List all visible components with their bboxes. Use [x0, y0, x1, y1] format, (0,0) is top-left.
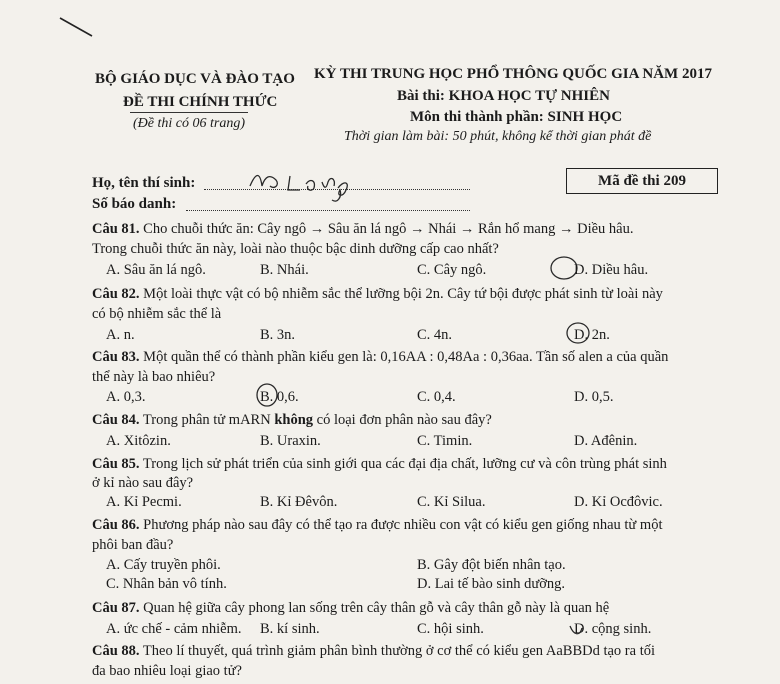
q82-option-a: A. n. — [106, 327, 135, 343]
question-84-text-bold: không — [274, 412, 314, 428]
question-87-text1: Quan hệ giữa cây phong lan sống trên cây thân gỗ và cây thân gỗ này là quan hệ — [143, 600, 610, 616]
q84-option-a: A. Xitôzin. — [106, 433, 171, 449]
time-note: Thời gian làm bài: 50 phút, không kể thời gian phát đề — [344, 129, 652, 144]
question-84-text-post: có loại đơn phân nào sau đây? — [313, 412, 492, 428]
q85-option-c: C. Kỉ Silua. — [417, 494, 486, 510]
question-81-text1: Cho chuỗi thức ăn: Cây ngô → Sâu ăn lá ngô → Nhái → Rắn hổ mang → Diều hâu. — [143, 221, 634, 237]
q87-option-b: B. kí sinh. — [260, 621, 320, 637]
q87-option-d: D. cộng sinh. — [574, 621, 652, 637]
question-86-number: Câu 86. — [92, 517, 140, 533]
q81-option-c: C. Cây ngô. — [417, 262, 487, 278]
name-dotted-line — [204, 179, 470, 190]
q81-option-d: D. Diều hâu. — [574, 262, 649, 278]
question-85-number: Câu 85. — [92, 456, 140, 472]
official-label: ĐỀ THI CHÍNH THỨC — [123, 94, 278, 110]
q87-option-c: C. hội sinh. — [417, 621, 484, 637]
exam-code-box: Mã đề thi 209 — [566, 168, 718, 194]
question-81-line2: Trong chuỗi thức ăn này, loài nào thuộc bậc dinh dưỡng cấp cao nhất? — [92, 241, 499, 257]
question-82-number: Câu 82. — [92, 286, 140, 302]
q84-option-b: B. Uraxin. — [260, 433, 321, 449]
question-81-number: Câu 81. — [92, 221, 140, 237]
q87-option-a: A. ức chế - cảm nhiễm. — [106, 621, 242, 637]
question-83-line1 — [92, 349, 668, 366]
q86-option-b: B. Gây đột biến nhân tạo. — [417, 557, 566, 573]
stray-pen-stroke — [60, 18, 92, 36]
question-85-text1: Trong lịch sử phát triển của sinh giới qua các đại địa chất, lưỡng cư và côn trùng phát sinh — [142, 456, 667, 472]
exam-title: KỲ THI TRUNG HỌC PHỔ THÔNG QUỐC GIA NĂM 2017 — [314, 66, 712, 82]
exam-subject: Bài thi: KHOA HỌC TỰ NHIÊN — [397, 88, 610, 104]
question-83-text1: Một quần thể có thành phần kiểu gen là: 0,16AA : 0,48Aa : 0,36aa. Tần số alen a của quần — [143, 349, 669, 365]
question-88-line2: đa bao nhiêu loại giao tử? — [92, 663, 242, 679]
q85-option-a: A. Kỉ Pecmi. — [106, 494, 182, 510]
question-85-line2: ở kỉ nào sau đây? — [92, 475, 194, 491]
question-82-line1 — [92, 286, 663, 303]
q82-option-d: D. 2n. — [574, 327, 610, 343]
question-81-line1 — [92, 221, 633, 238]
question-86-line2: phôi ban đầu? — [92, 537, 174, 553]
q81-option-a: A. Sâu ăn lá ngô. — [106, 262, 206, 278]
id-dotted-line — [186, 200, 470, 211]
q83-option-a: A. 0,3. — [106, 389, 146, 405]
q83-option-c: C. 0,4. — [417, 389, 456, 405]
question-87-number: Câu 87. — [92, 600, 140, 616]
question-84-number: Câu 84. — [92, 412, 140, 428]
official-underline — [130, 112, 248, 113]
question-86-text1: Phương pháp nào sau đây có thể tạo ra được nhiều con vật có kiểu gen giống nhau từ một — [143, 517, 663, 533]
q82-option-c: C. 4n. — [417, 327, 453, 343]
question-84-text-pre: Trong phân tử mARN — [142, 412, 275, 428]
component-subject: Môn thi thành phần: SINH HỌC — [410, 109, 623, 125]
question-88-text1: Theo lí thuyết, quá trình giảm phân bình thường ở cơ thể có kiểu gen AaBBDd tạo ra tối — [142, 643, 656, 659]
question-84-line1 — [92, 412, 492, 429]
question-88-line1 — [92, 643, 655, 660]
q86-option-d: D. Lai tế bào sinh dưỡng. — [417, 576, 566, 592]
question-87-line1 — [92, 600, 609, 617]
question-83-line2: thể này là bao nhiêu? — [92, 369, 216, 385]
q82-option-b: B. 3n. — [260, 327, 296, 343]
candidate-id-label: Số báo danh: — [92, 196, 177, 212]
q85-option-d: D. Kỉ Ocđôvic. — [574, 494, 663, 510]
question-83-number: Câu 83. — [92, 349, 140, 365]
question-82-line2: có bộ nhiễm sắc thể là — [92, 306, 222, 322]
q83-option-d: D. 0,5. — [574, 389, 614, 405]
q81-option-b: B. Nhái. — [260, 262, 309, 278]
pages-note: (Đề thi có 06 trang) — [133, 116, 245, 131]
q83-option-b: B. 0,6. — [260, 389, 299, 405]
question-88-number: Câu 88. — [92, 643, 140, 659]
q85-option-b: B. Kỉ Đêvôn. — [260, 494, 338, 510]
name-label: Họ, tên thí sinh: — [92, 175, 196, 191]
q84-option-d: D. Ađênin. — [574, 433, 638, 449]
q86-option-c: C. Nhân bản vô tính. — [106, 576, 227, 592]
ministry-name: BỘ GIÁO DỤC VÀ ĐÀO TẠO — [95, 71, 295, 87]
question-86-line1 — [92, 517, 662, 534]
q84-option-c: C. Timin. — [417, 433, 473, 449]
question-85-line1 — [92, 456, 667, 473]
question-82-text1: Một loài thực vật có bộ nhiễm sắc thể lưỡng bội 2n. Cây tứ bội được phát sinh từ loài này — [143, 286, 663, 302]
q86-option-a: A. Cấy truyền phôi. — [106, 557, 221, 573]
